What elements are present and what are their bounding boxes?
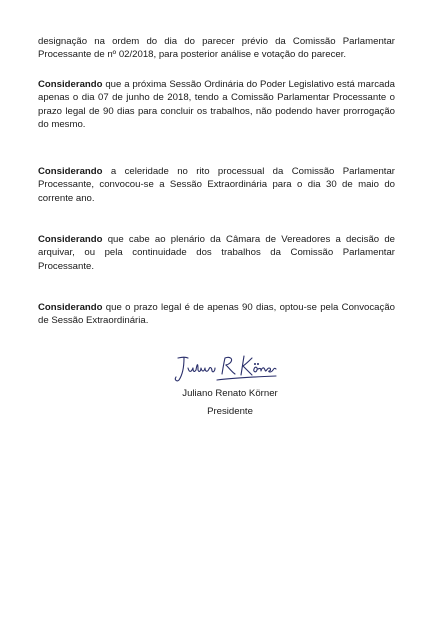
- paragraph-lead: Considerando: [38, 79, 103, 90]
- paragraph-text: que cabe ao plenário da Câmara de Vereadores a decisão de arquivar, ou pela continuidade dos trabalhos da Comissão Parlamentar Processante.: [38, 234, 395, 272]
- paragraph-considerando-sessao-ordinaria: [38, 78, 395, 132]
- paragraph-considerando-plenario: [38, 233, 395, 273]
- paragraph-considerando-prazo: [38, 301, 395, 328]
- paragraph-lead: Considerando: [38, 166, 103, 177]
- paragraph-text: que a próxima Sessão Ordinária do Poder Legislativo está marcada apenas o dia 07 de junho de 2018, tendo a Comissão Parlamentar Processante o prazo legal de 90 dias para concluir os trabalhos, não podendo haver prorrogação do mesmo.: [38, 79, 395, 131]
- paragraph-text: a celeridade no rito processual da Comissão Parlamentar Processante, convocou-se a Sessão Extraordinária para o dia 30 de maio do corrente ano.: [38, 166, 395, 204]
- paragraph-text: que o prazo legal é de apenas 90 dias, optou-se pela Convocação de Sessão Extraordinária.: [38, 302, 395, 327]
- paragraph-designacao: [38, 35, 395, 62]
- handwritten-signature: [172, 352, 282, 386]
- paragraph-text: designação na ordem do dia do parecer prévio da Comissão Parlamentar Processante de nº 02/2018, para posterior análise e votação do parecer.: [38, 36, 395, 61]
- paragraph-considerando-celeridade: [38, 165, 395, 205]
- signatory-name: Juliano Renato Körner: [182, 388, 278, 399]
- paragraph-lead: Considerando: [38, 234, 103, 245]
- paragraph-lead: Considerando: [38, 302, 103, 313]
- signatory-role: Presidente: [207, 406, 253, 417]
